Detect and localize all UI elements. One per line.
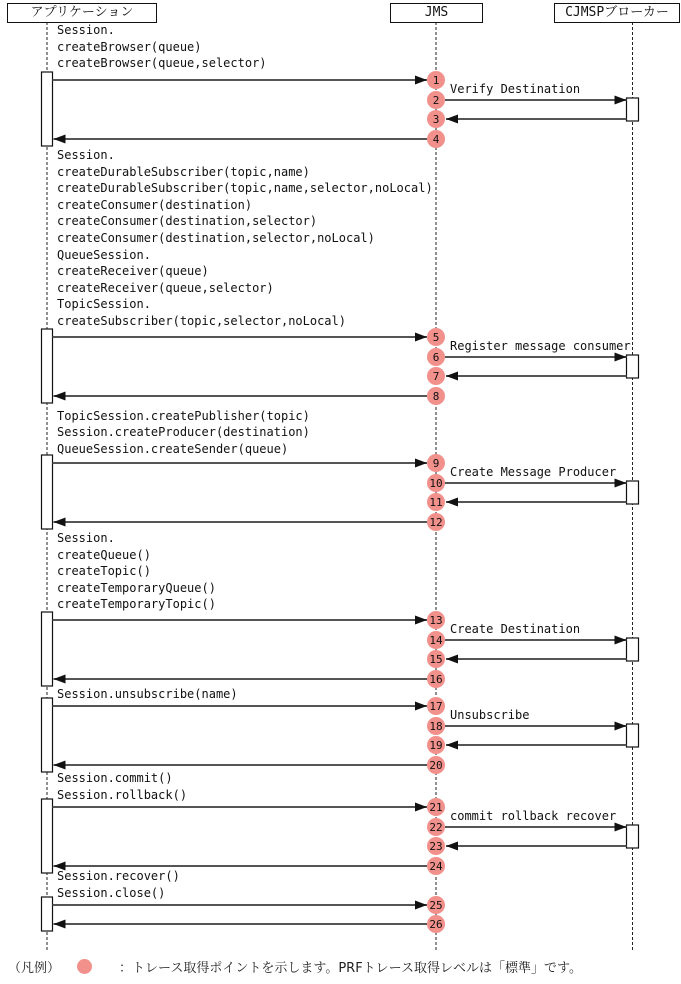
activation-bar-application <box>42 698 53 772</box>
arrow-jms-to-broker-head <box>615 96 627 105</box>
activation-bar-application <box>42 897 53 931</box>
trace-point-number-11: 11 <box>429 496 443 509</box>
arrow-broker-to-jms-head <box>446 498 458 507</box>
trace-point-number-22: 22 <box>429 821 443 834</box>
method-call-text: QueueSession.createSender(queue) <box>57 441 289 456</box>
arrow-app-to-jms-head <box>415 459 427 468</box>
method-call-text: createBrowser(queue,selector) <box>57 56 267 71</box>
activation-bar-broker <box>627 724 639 747</box>
method-call-text: createReceiver(queue) <box>57 264 209 279</box>
method-call-text: Session. <box>57 147 115 162</box>
method-call-text: Session. <box>57 23 115 37</box>
broker-operation-label: Create Message Producer <box>450 465 617 479</box>
trace-point-number-17: 17 <box>429 700 443 713</box>
actor-box-cjmsp-broker: CJMSPブローカー <box>554 3 680 23</box>
activation-bar-application <box>42 612 53 686</box>
trace-point-number-3: 3 <box>432 113 440 126</box>
trace-point-icon <box>77 959 92 974</box>
method-call-text: createBrowser(queue) <box>57 39 202 54</box>
activation-bar-broker <box>627 98 639 121</box>
arrow-jms-to-broker-head <box>615 479 627 488</box>
trace-point-number-20: 20 <box>429 759 443 772</box>
trace-point-number-7: 7 <box>432 370 440 383</box>
trace-point-number-10: 10 <box>429 477 443 490</box>
method-call-text: Session.createProducer(destination) <box>57 425 310 440</box>
trace-point-number-18: 18 <box>429 720 443 733</box>
arrow-jms-to-app-head <box>54 518 66 527</box>
trace-point-number-8: 8 <box>432 390 440 403</box>
trace-point-number-23: 23 <box>429 840 443 853</box>
trace-point-number-25: 25 <box>429 899 443 912</box>
method-call-text: Session.rollback() <box>57 787 188 802</box>
method-call-text: Session. <box>57 531 115 545</box>
activation-bar-application <box>42 72 53 146</box>
trace-point-number-26: 26 <box>429 918 443 931</box>
activation-bar-broker <box>627 355 639 378</box>
arrow-app-to-jms-head <box>415 901 427 910</box>
arrow-jms-to-app-head <box>54 392 66 401</box>
trace-point-number-21: 21 <box>429 801 443 814</box>
arrow-broker-to-jms-head <box>446 372 458 381</box>
arrow-app-to-jms-head <box>415 702 427 711</box>
method-call-text: Session.recover() <box>57 868 180 883</box>
activation-bar-application <box>42 329 53 403</box>
method-call-text: Session.close() <box>57 885 166 900</box>
trace-point-number-13: 13 <box>429 614 443 627</box>
arrow-broker-to-jms-head <box>446 741 458 750</box>
trace-point-number-24: 24 <box>429 860 443 873</box>
trace-point-number-12: 12 <box>429 516 443 529</box>
arrow-app-to-jms-head <box>415 803 427 812</box>
broker-operation-label: Register message consumer <box>450 339 631 353</box>
legend-text: ：トレース取得ポイントを示します。PRFトレース取得レベルは「標準」です。 <box>119 960 582 976</box>
broker-operation-label: Unsubscribe <box>450 708 530 722</box>
broker-operation-label: Create Destination <box>450 622 581 636</box>
legend <box>8 956 582 976</box>
method-call-text: Session.commit() <box>57 771 173 786</box>
method-call-text: createConsumer(destination) <box>57 197 253 212</box>
method-call-text: createQueue() <box>57 547 151 562</box>
method-call-text: createTemporaryTopic() <box>57 597 216 612</box>
broker-operation-label: commit rollback recover <box>450 809 617 823</box>
method-call-text: TopicSession.createPublisher(topic) <box>57 408 310 423</box>
method-call-text: createDurableSubscriber(topic,name) <box>57 164 310 179</box>
trace-point-number-4: 4 <box>432 133 440 146</box>
activation-bar-broker <box>627 481 639 504</box>
trace-point-number-9: 9 <box>432 457 440 470</box>
activation-bar-broker <box>627 825 639 848</box>
method-call-text: createConsumer(destination,selector) <box>57 214 318 229</box>
arrow-app-to-jms-head <box>415 76 427 85</box>
broker-operation-label: Verify Destination <box>450 82 581 96</box>
arrow-jms-to-app-head <box>54 761 66 770</box>
activation-bar-broker <box>627 638 639 661</box>
method-call-text: createConsumer(destination,selector,noLocal) <box>57 230 375 245</box>
method-call-text: createSubscriber(topic,selector,noLocal) <box>57 313 346 328</box>
actor-box-jms: JMS <box>390 3 483 23</box>
arrow-jms-to-broker-head <box>615 722 627 731</box>
method-call-text: createReceiver(queue,selector) <box>57 280 274 295</box>
arrow-jms-to-broker-head <box>615 823 627 832</box>
activation-bar-application <box>42 799 53 873</box>
method-call-text: Session.unsubscribe(name) <box>57 686 238 701</box>
trace-point-number-14: 14 <box>429 634 443 647</box>
arrow-jms-to-broker-head <box>615 636 627 645</box>
arrow-app-to-jms-head <box>415 616 427 625</box>
trace-point-number-5: 5 <box>432 331 440 344</box>
trace-point-number-15: 15 <box>429 653 443 666</box>
actor-box-application: アプリケーション <box>7 3 157 23</box>
trace-point-number-1: 1 <box>432 74 440 87</box>
method-call-text: TopicSession. <box>57 297 151 312</box>
activation-bar-application <box>42 455 53 529</box>
arrow-broker-to-jms-head <box>446 655 458 664</box>
arrow-jms-to-app-head <box>54 675 66 684</box>
arrow-app-to-jms-head <box>415 333 427 342</box>
arrow-broker-to-jms-head <box>446 842 458 851</box>
arrow-jms-to-app-head <box>54 920 66 929</box>
method-call-text: QueueSession. <box>57 247 151 262</box>
method-call-text: createTemporaryQueue() <box>57 580 216 595</box>
arrow-jms-to-app-head <box>54 135 66 144</box>
method-call-text: createTopic() <box>57 564 151 579</box>
arrow-broker-to-jms-head <box>446 115 458 124</box>
trace-point-number-16: 16 <box>429 673 443 686</box>
trace-point-number-2: 2 <box>432 94 440 107</box>
method-call-text: createDurableSubscriber(topic,name,selector,noLocal) <box>57 181 433 196</box>
trace-point-number-6: 6 <box>432 351 440 364</box>
trace-point-number-19: 19 <box>429 739 443 752</box>
legend-prefix: （凡例） <box>8 960 61 976</box>
